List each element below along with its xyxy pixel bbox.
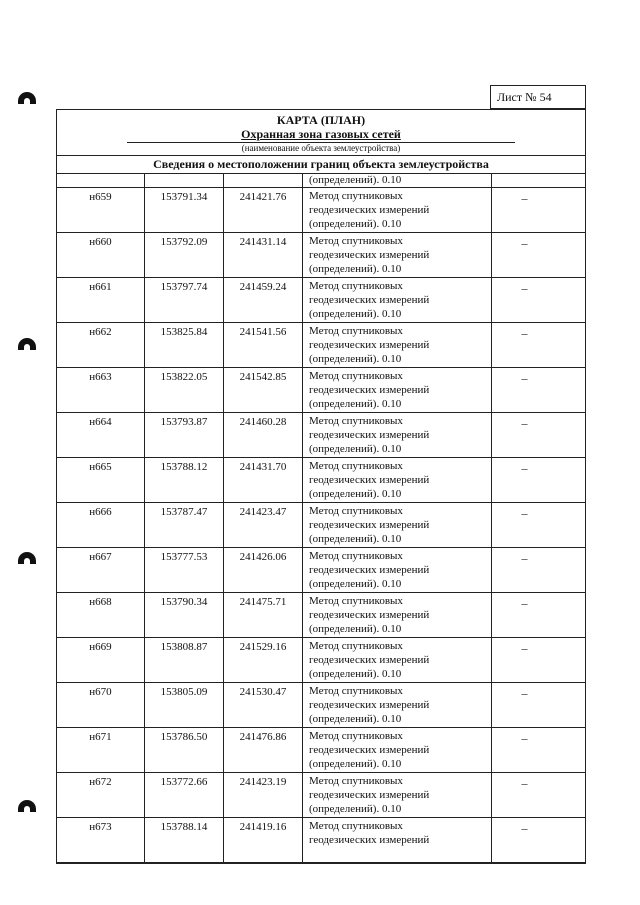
note-dash: – bbox=[521, 371, 528, 385]
method-cell bbox=[303, 458, 492, 503]
x-coordinate: 153786.50 bbox=[145, 728, 224, 773]
sheet-number: Лист № 54 bbox=[497, 90, 552, 104]
note-cell bbox=[492, 188, 586, 233]
x-coordinate: 153791.34 bbox=[145, 188, 224, 233]
table-row bbox=[57, 818, 585, 863]
coordinates-table bbox=[57, 174, 585, 863]
x-cell bbox=[145, 174, 224, 188]
method-line: (определений). 0.10 bbox=[309, 308, 402, 320]
table-row bbox=[57, 188, 585, 233]
note-dash: – bbox=[521, 731, 528, 745]
method-line: (определений). 0.10 bbox=[309, 713, 402, 725]
object-caption: (наименование объекта землеустройства) bbox=[127, 142, 515, 155]
note-dash: – bbox=[521, 191, 528, 205]
method-line: Метод спутниковых bbox=[309, 685, 403, 697]
note-cell bbox=[492, 458, 586, 503]
method-line: (определений). 0.10 bbox=[309, 578, 402, 590]
note-cell bbox=[492, 503, 586, 548]
method-line: геодезических измерений bbox=[309, 474, 430, 486]
table-row bbox=[57, 548, 585, 593]
method-cell bbox=[303, 593, 492, 638]
note-cell bbox=[492, 278, 586, 323]
y-coordinate: 241529.16 bbox=[224, 638, 303, 683]
method-cell: (определений). 0.10 bbox=[303, 174, 492, 188]
point-number: н661 bbox=[57, 278, 145, 323]
note-dash: – bbox=[521, 461, 528, 475]
method-line: геодезических измерений bbox=[309, 384, 430, 396]
method-line: Метод спутниковых bbox=[309, 325, 403, 337]
method-line: геодезических измерений bbox=[309, 744, 430, 756]
note-dash: – bbox=[521, 596, 528, 610]
method-line: Метод спутниковых bbox=[309, 370, 403, 382]
y-coordinate: 241530.47 bbox=[224, 683, 303, 728]
point-cell bbox=[57, 174, 145, 188]
table-row bbox=[57, 728, 585, 773]
method-cell bbox=[303, 188, 492, 233]
punch-hole-mark bbox=[18, 338, 36, 350]
method-line: Метод спутниковых bbox=[309, 640, 403, 652]
y-coordinate: 241431.70 bbox=[224, 458, 303, 503]
method-line: (определений). 0.10 bbox=[309, 263, 402, 275]
y-coordinate: 241542.85 bbox=[224, 368, 303, 413]
table-row bbox=[57, 638, 585, 683]
point-number: н664 bbox=[57, 413, 145, 458]
point-number: н668 bbox=[57, 593, 145, 638]
method-line: геодезических измерений bbox=[309, 564, 430, 576]
note-dash: – bbox=[521, 236, 528, 250]
x-coordinate: 153790.34 bbox=[145, 593, 224, 638]
method-cell bbox=[303, 728, 492, 773]
method-line: Метод спутниковых bbox=[309, 190, 403, 202]
method-line: геодезических измерений bbox=[309, 204, 430, 216]
method-cell bbox=[303, 413, 492, 458]
note-cell bbox=[492, 593, 586, 638]
method-line: геодезических измерений bbox=[309, 249, 430, 261]
note-dash: – bbox=[521, 551, 528, 565]
note-dash: – bbox=[521, 506, 528, 520]
table-row bbox=[57, 458, 585, 503]
title-block bbox=[57, 110, 585, 156]
method-cell bbox=[303, 683, 492, 728]
method-line: Метод спутниковых bbox=[309, 730, 403, 742]
x-coordinate: 153788.12 bbox=[145, 458, 224, 503]
method-line: геодезических измерений bbox=[309, 609, 430, 621]
document-title: КАРТА (ПЛАН) bbox=[276, 113, 366, 127]
point-number: н660 bbox=[57, 233, 145, 278]
x-coordinate: 153825.84 bbox=[145, 323, 224, 368]
note-cell bbox=[492, 174, 586, 188]
y-coordinate: 241426.06 bbox=[224, 548, 303, 593]
method-line: Метод спутниковых bbox=[309, 280, 403, 292]
method-cell bbox=[303, 773, 492, 818]
table-row bbox=[57, 278, 585, 323]
method-line: Метод спутниковых bbox=[309, 820, 403, 832]
point-number: н659 bbox=[57, 188, 145, 233]
note-dash: – bbox=[521, 776, 528, 790]
table-row-continued bbox=[57, 174, 585, 188]
y-coordinate: 241460.28 bbox=[224, 413, 303, 458]
y-coordinate: 241431.14 bbox=[224, 233, 303, 278]
method-line: Метод спутниковых bbox=[309, 775, 403, 787]
point-number: н667 bbox=[57, 548, 145, 593]
point-number: н666 bbox=[57, 503, 145, 548]
point-number: н670 bbox=[57, 683, 145, 728]
method-cell bbox=[303, 548, 492, 593]
y-coordinate: 241423.19 bbox=[224, 773, 303, 818]
method-line: Метод спутниковых bbox=[309, 505, 403, 517]
x-coordinate: 153797.74 bbox=[145, 278, 224, 323]
y-coordinate: 241423.47 bbox=[224, 503, 303, 548]
x-coordinate: 153805.09 bbox=[145, 683, 224, 728]
table-row bbox=[57, 683, 585, 728]
method-cell bbox=[303, 818, 492, 863]
method-line: геодезических измерений bbox=[309, 429, 430, 441]
method-line: геодезических измерений bbox=[309, 834, 430, 846]
note-cell bbox=[492, 323, 586, 368]
section-title: Сведения о местоположении границ объекта землеустройства bbox=[57, 156, 585, 174]
note-dash: – bbox=[521, 326, 528, 340]
table-row bbox=[57, 233, 585, 278]
point-number: н673 bbox=[57, 818, 145, 863]
method-line: (определений). 0.10 bbox=[309, 803, 402, 815]
note-dash: – bbox=[521, 641, 528, 655]
sheet-number-box bbox=[490, 85, 586, 109]
method-line: (определений). 0.10 bbox=[309, 623, 402, 635]
x-coordinate: 153792.09 bbox=[145, 233, 224, 278]
note-cell bbox=[492, 638, 586, 683]
y-coordinate: 241459.24 bbox=[224, 278, 303, 323]
note-cell bbox=[492, 728, 586, 773]
method-line: (определений). 0.10 bbox=[309, 353, 402, 365]
point-number: н669 bbox=[57, 638, 145, 683]
note-dash: – bbox=[521, 281, 528, 295]
method-cell bbox=[303, 278, 492, 323]
y-coordinate: 241476.86 bbox=[224, 728, 303, 773]
method-line: (определений). 0.10 bbox=[309, 758, 402, 770]
method-line: геодезических измерений bbox=[309, 339, 430, 351]
method-cell bbox=[303, 638, 492, 683]
punch-hole-mark bbox=[18, 552, 36, 564]
note-dash: – bbox=[521, 416, 528, 430]
x-coordinate: 153808.87 bbox=[145, 638, 224, 683]
y-coordinate: 241419.16 bbox=[224, 818, 303, 863]
point-number: н663 bbox=[57, 368, 145, 413]
x-coordinate: 153788.14 bbox=[145, 818, 224, 863]
object-name: Охранная зона газовых сетей bbox=[241, 127, 401, 141]
method-cell bbox=[303, 368, 492, 413]
method-line: (определений). 0.10 bbox=[309, 488, 402, 500]
table-row bbox=[57, 773, 585, 818]
note-cell bbox=[492, 818, 586, 863]
method-line: Метод спутниковых bbox=[309, 595, 403, 607]
note-cell bbox=[492, 548, 586, 593]
method-line: (определений). 0.10 bbox=[309, 668, 402, 680]
point-number: н665 bbox=[57, 458, 145, 503]
method-line: (определений). 0.10 bbox=[309, 398, 402, 410]
method-line: геодезических измерений bbox=[309, 294, 430, 306]
x-coordinate: 153787.47 bbox=[145, 503, 224, 548]
table-row bbox=[57, 323, 585, 368]
note-cell bbox=[492, 773, 586, 818]
method-line: Метод спутниковых bbox=[309, 460, 403, 472]
note-cell bbox=[492, 683, 586, 728]
method-line: Метод спутниковых bbox=[309, 415, 403, 427]
x-coordinate: 153822.05 bbox=[145, 368, 224, 413]
y-cell bbox=[224, 174, 303, 188]
punch-hole-mark bbox=[18, 92, 36, 104]
method-cell bbox=[303, 233, 492, 278]
x-coordinate: 153793.87 bbox=[145, 413, 224, 458]
note-cell bbox=[492, 233, 586, 278]
method-line: (определений). 0.10 bbox=[309, 443, 402, 455]
method-line: геодезических измерений bbox=[309, 519, 430, 531]
method-line: Метод спутниковых bbox=[309, 550, 403, 562]
point-number: н672 bbox=[57, 773, 145, 818]
method-line: геодезических измерений bbox=[309, 789, 430, 801]
point-number: н662 bbox=[57, 323, 145, 368]
method-cell bbox=[303, 503, 492, 548]
method-cell bbox=[303, 323, 492, 368]
method-line: (определений). 0.10 bbox=[309, 533, 402, 545]
y-coordinate: 241421.76 bbox=[224, 188, 303, 233]
table-row bbox=[57, 413, 585, 458]
note-cell bbox=[492, 413, 586, 458]
note-cell bbox=[492, 368, 586, 413]
table-row bbox=[57, 368, 585, 413]
method-line: геодезических измерений bbox=[309, 654, 430, 666]
y-coordinate: 241475.71 bbox=[224, 593, 303, 638]
table-row bbox=[57, 503, 585, 548]
table-row bbox=[57, 593, 585, 638]
point-number: н671 bbox=[57, 728, 145, 773]
method-line: геодезических измерений bbox=[309, 699, 430, 711]
method-line: (определений). 0.10 bbox=[309, 218, 402, 230]
document-frame bbox=[56, 109, 586, 864]
x-coordinate: 153777.53 bbox=[145, 548, 224, 593]
x-coordinate: 153772.66 bbox=[145, 773, 224, 818]
y-coordinate: 241541.56 bbox=[224, 323, 303, 368]
note-dash: – bbox=[521, 821, 528, 835]
method-line: Метод спутниковых bbox=[309, 235, 403, 247]
punch-hole-mark bbox=[18, 800, 36, 812]
note-dash: – bbox=[521, 686, 528, 700]
